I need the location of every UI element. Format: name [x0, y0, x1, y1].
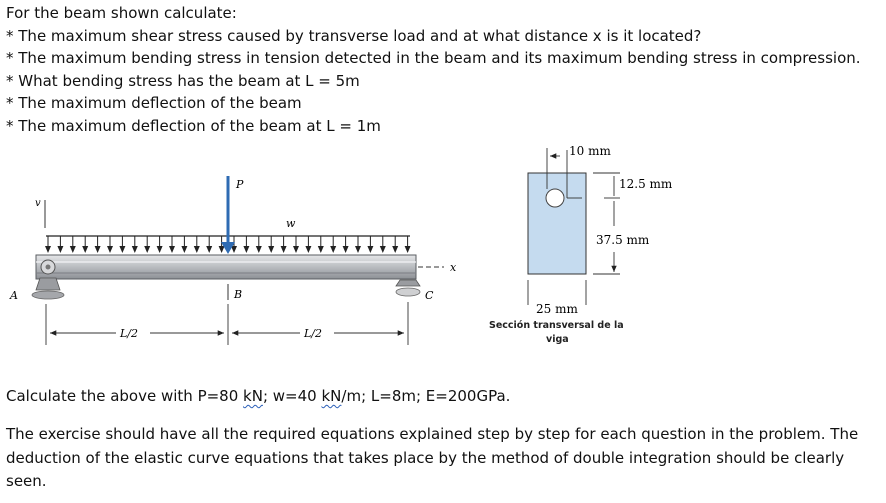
load-arrow-head	[157, 246, 163, 253]
instructions-paragraph: The exercise should have all the required equations explained step by step for each question in the problem. The deduction of the elastic curve equations that takes place by the method of double integration should be clearly seen.	[6, 425, 859, 490]
v-axis	[35, 198, 45, 228]
question-deflection-at-1m: * The maximum deflection of the beam at L = 1m	[6, 117, 381, 135]
section-caption-line2: viga	[546, 334, 569, 345]
given-mid: ; w=40	[262, 387, 322, 405]
x-label: x	[450, 261, 457, 274]
load-arrow-head	[256, 246, 262, 253]
load-arrow-head	[107, 246, 113, 253]
beam	[36, 255, 416, 279]
load-arrow-head	[119, 246, 125, 253]
load-arrow-head	[243, 246, 249, 253]
problem-intro: For the beam shown calculate:	[6, 4, 237, 22]
p-label: P	[236, 178, 244, 191]
point-b-marker	[228, 284, 242, 301]
given-suffix: /m; L=8m; E=200GPa.	[341, 387, 511, 405]
x-axis	[418, 261, 457, 274]
dim-top: 12.5 mm	[619, 177, 673, 191]
question-shear: * The maximum shear stress caused by transverse load and at what distance x is it located?	[6, 27, 702, 45]
load-arrow-head	[380, 246, 386, 253]
question-stress-at-5m: * What bending stress has the beam at L = 5m	[6, 72, 360, 90]
load-arrow-head	[144, 246, 150, 253]
load-arrow-head	[367, 246, 373, 253]
dim-bottom: 37.5 mm	[596, 233, 650, 247]
question-max-deflection: * The maximum deflection of the beam	[6, 94, 302, 112]
given-values	[6, 387, 510, 405]
given-prefix: Calculate the above with P=80	[6, 387, 244, 405]
load-arrow-head	[268, 246, 274, 253]
load-arrow-head	[392, 246, 398, 253]
load-arrow-head	[169, 246, 175, 253]
load-arrow-head	[293, 246, 299, 253]
point-load-p	[221, 176, 244, 254]
load-arrow-head	[318, 246, 324, 253]
given-unit-1: kN	[243, 387, 263, 405]
load-arrow-head	[82, 246, 88, 253]
dim-width: 25 mm	[536, 302, 578, 316]
dim-hole-offset: 10 mm	[569, 144, 611, 158]
load-arrow-head	[45, 246, 51, 253]
span-dimensions	[46, 302, 408, 345]
b-label: B	[234, 288, 243, 301]
load-arrow-head	[70, 246, 76, 253]
c-label: C	[425, 289, 434, 302]
load-arrow-head	[305, 246, 311, 253]
load-arrow-head	[206, 246, 212, 253]
half-span-1-label: L/2	[120, 327, 139, 340]
load-arrow-head	[343, 246, 349, 253]
load-arrow-head	[95, 246, 101, 253]
load-arrow-head	[219, 246, 225, 253]
cross-section	[489, 144, 673, 345]
question-bending: * The maximum bending stress in tension detected in the beam and its maximum bending stress in compression.	[6, 49, 861, 67]
load-arrow-head	[281, 246, 287, 253]
load-arrow-head	[181, 246, 187, 253]
given-unit-2: kN	[321, 387, 342, 405]
half-span-2-label: L/2	[304, 327, 323, 340]
load-arrow-head	[355, 246, 361, 253]
load-arrow-head	[132, 246, 138, 253]
load-arrow-head	[330, 246, 336, 253]
load-arrow-head	[194, 246, 200, 253]
support-c-roller	[396, 280, 434, 302]
section-caption-line1: Sección transversal de la	[489, 320, 624, 331]
w-label: w	[286, 217, 296, 230]
a-label: A	[10, 289, 18, 302]
load-arrow-head	[57, 246, 63, 253]
v-label: v	[35, 198, 41, 209]
load-arrow-head	[405, 246, 411, 253]
